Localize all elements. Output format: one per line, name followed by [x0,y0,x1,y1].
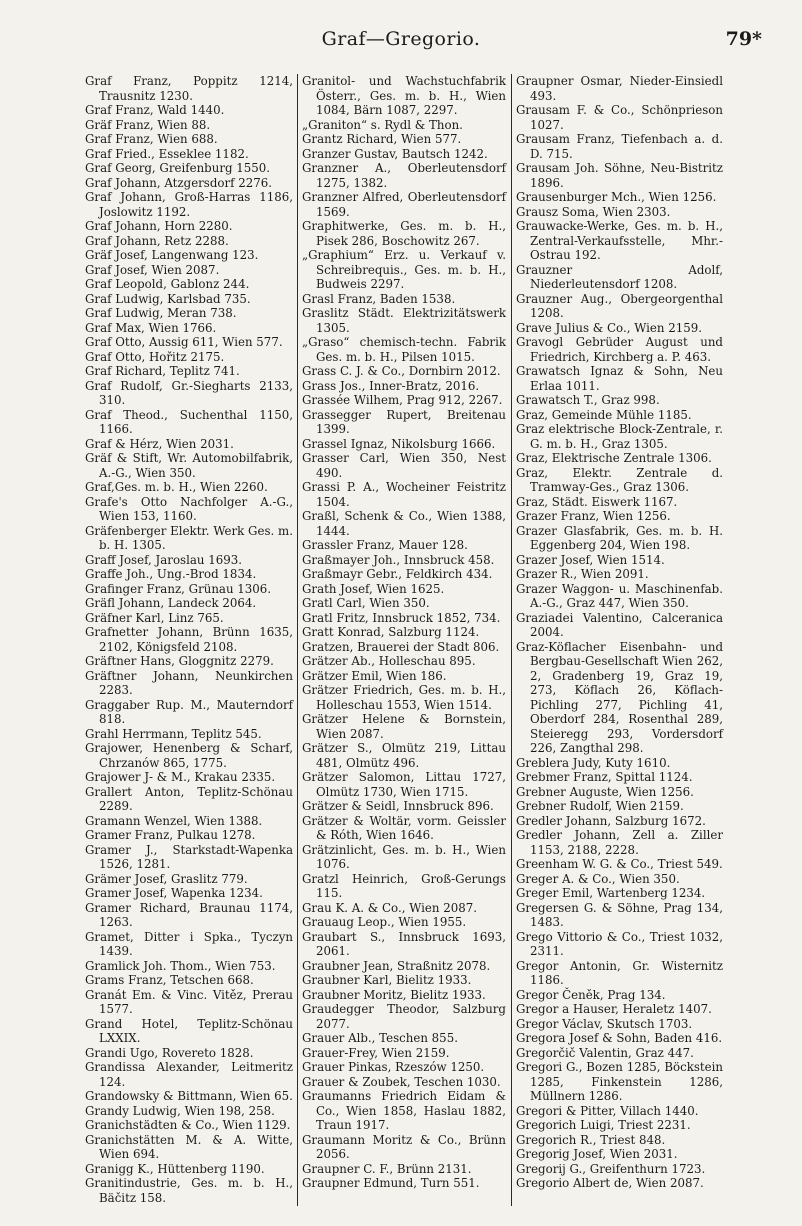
directory-entry: Grassler Franz, Mauer 128. [302,538,468,552]
directory-entry: Gregorich R., Triest 848. [516,1132,666,1147]
directory-entry: Gräftner Hans, Gloggnitz 2279. [85,654,274,668]
directory-entry: Grauzner Adolf, Niederleutensdorf 1208. [516,262,723,291]
directory-entry: Grams Franz, Tetschen 668. [85,973,254,987]
directory-entry: Grätzer Salomon, Littau 1727, Olmütz 1730, Wien 1715. [302,770,506,799]
directory-entry: Granichstätten M. & A. Witte, Wien 694. [85,1132,293,1161]
directory-entry: Grafinger Franz, Grünau 1306. [85,581,272,596]
directory-entry: Gregor Antonin, Gr. Wisternitz 1186. [516,958,723,987]
column-divider [511,74,512,1206]
directory-entry: Gramer Richard, Braunau 1174, 1263. [85,900,293,929]
directory-entry: Gratzl Heinrich, Groß-Gerungs 115. [302,871,506,900]
directory-entry: Grajower J- & M., Krakau 2335. [85,770,276,784]
directory-entry: Gräfenberger Elektr. Werk Ges. m. b. H. 1305. [85,523,293,552]
directory-entry: Grath Josef, Wien 1625. [302,581,445,596]
directory-entry: Grau K. A. & Co., Wien 2087. [302,900,477,915]
directory-entry: Grauer & Zoubek, Teschen 1030. [302,1074,501,1089]
directory-entry: Gratt Konrad, Salzburg 1124. [302,625,480,639]
directory-entry: Gregorio Albert de, Wien 2087. [516,1176,704,1190]
directory-entry: Greblera Judy, Kuty 1610. [516,755,671,770]
directory-entry: Grämer Josef, Graslitz 779. [85,871,248,886]
directory-entry: Graz, Städt. Eiswerk 1167. [516,494,678,509]
directory-entry: Granigg K., Hüttenberg 1190. [85,1161,265,1176]
directory-entry: Gregori G., Bozen 1285, Böckstein 1285, Finkenstein 1286, Müllnern 1286. [516,1060,723,1103]
directory-entry: Graf Franz, Poppitz 1214, Trausnitz 1230. [85,74,293,103]
directory-entry: Gräftner Johann, Neunkirchen 2283. [85,668,293,697]
directory-entry: Graumanns Friedrich Eidam & Co., Wien 1858, Haslau 1882, Traun 1917. [302,1089,506,1132]
directory-entry: Grajower, Henenberg & Scharf, Chrzanów 865, 1775. [85,741,293,770]
directory-entry: Graz, Elektrische Zentrale 1306. [516,451,712,465]
directory-entry: Graf Leopold, Gablonz 244. [85,277,250,291]
directory-entry: Gratzen, Brauerei der Stadt 806. [302,639,500,654]
directory-entry: Grazer Waggon- u. Maschinenfab. A.-G., Graz 447, Wien 350. [516,581,723,610]
directory-entry: „Graphium“ Erz. u. Verkauf v. Schreibrequis., Ges. m. b. H., Budweis 2297. [302,248,506,291]
directory-entry: Gregorčič Valentin, Graz 447. [516,1045,694,1060]
directory-entry: Graßl, Schenk & Co., Wien 1388, 1444. [302,509,506,538]
directory-entry: Greenham W. G. & Co., Triest 549. [516,857,723,871]
directory-entry: Grahl Herrmann, Teplitz 545. [85,726,262,741]
directory-entry: Gramer Franz, Pulkau 1278. [85,828,256,842]
directory-entry: Graf Georg, Greifenburg 1550. [85,161,271,175]
directory-entry: Graupner Osmar, Nieder-Einsiedl 493. [516,74,723,103]
directory-entry: Graumann Moritz & Co., Brünn 2056. [302,1132,506,1161]
directory-entry: Gregorij G., Greifenthurn 1723. [516,1161,706,1176]
directory-entry: Graf,Ges. m. b. H., Wien 2260. [85,480,268,494]
directory-entry: Grausam F. & Co., Schönprieson 1027. [516,103,723,132]
directory-entry: Graslitz Städt. Elektrizitätswerk 1305. [302,306,506,335]
directory-entry: Gregor Čeněk, Prag 134. [516,987,666,1002]
directory-entry: Grafnetter Johann, Brünn 1635, 2102, Königsfeld 2108. [85,625,293,654]
directory-entry: Grasser Carl, Wien 350, Nest 490. [302,451,506,480]
page-number: 79* [725,28,762,50]
directory-entry: Grass Jos., Inner-Bratz, 2016. [302,378,480,393]
directory-entry: Grausenburger Mch., Wien 1256. [516,190,717,204]
directory-entry: Gräf Franz, Wien 88. [85,117,211,132]
directory-entry: Graf Johann, Groß-Harras 1186, Joslowitz 1192. [85,190,293,219]
directory-entry: „Graso“ chemisch-techn. Fabrik Ges. m. b. H., Pilsen 1015. [302,335,506,364]
directory-entry: Grawatsch T., Graz 998. [516,393,660,407]
directory-entry: Grandi Ugo, Rovereto 1828. [85,1045,254,1060]
directory-column-3 [516,74,723,1191]
page-header [0,28,802,54]
directory-entry: Gregorig Josef, Wien 2031. [516,1147,678,1161]
directory-entry: Gräfl Johann, Landeck 2064. [85,596,257,610]
directory-entry: Grazer R., Wien 2091. [516,567,649,581]
directory-entry: Gräf Josef, Langenwang 123. [85,248,259,262]
directory-entry: Grauer Pinkas, Rzeszów 1250. [302,1060,485,1074]
directory-entry: Grauaug Leop., Wien 1955. [302,915,467,929]
directory-entry: Grätzinlicht, Ges. m. b. H., Wien 1076. [302,842,506,871]
directory-entry: Graubner Moritz, Bielitz 1933. [302,987,486,1002]
directory-entry: Gregora Josef & Sohn, Baden 416. [516,1031,723,1045]
directory-entry: Grafe's Otto Nachfolger A.-G., Wien 153, 1160. [85,494,293,523]
directory-entry: Grausz Soma, Wien 2303. [516,204,671,219]
directory-column-2 [302,74,506,1191]
directory-entry: Gramet, Ditter i Spka., Tyczyn 1439. [85,929,293,958]
directory-entry: Graz, Gemeinde Mühle 1185. [516,407,692,422]
directory-entry: Graff Josef, Jaroslau 1693. [85,552,243,567]
directory-entry: Grantz Richard, Wien 577. [302,132,462,146]
directory-entry: Granitol- und Wachstuchfabrik Österr., Ges. m. b. H., Wien 1084, Bärn 1087, 2297. [302,74,506,117]
directory-entry: Graubner Jean, Straßnitz 2078. [302,958,491,973]
directory-entry: Granzner A., Oberleutensdorf 1275, 1382. [302,161,506,190]
directory-entry: Grasl Franz, Baden 1538. [302,291,456,306]
directory-entry: Graf Johann, Retz 2288. [85,233,229,248]
directory-entry: Grawatsch Ignaz & Sohn, Neu Erlaa 1011. [516,364,723,393]
directory-entry: Gratl Fritz, Innsbruck 1852, 734. [302,610,501,625]
directory-entry: Graf Ludwig, Karlsbad 735. [85,291,251,306]
directory-entry: Granitindustrie, Ges. m. b. H., Bäčitz 158. [85,1176,293,1205]
directory-entry: Graphitwerke, Ges. m. b. H., Pisek 286, Boschowitz 267. [302,219,506,248]
directory-entry: Graz, Elektr. Zentrale d. Tramway-Ges., Graz 1306. [516,465,723,494]
directory-entry: Grandowsky & Bittmann, Wien 65. [85,1089,293,1103]
directory-entry: Grätzer Helene & Bornstein, Wien 2087. [302,712,506,741]
directory-entry: Grätzer & Woltär, vorm. Geissler & Róth, Wien 1646. [302,813,506,842]
directory-entry: Graz-Köflacher Eisenbahn- und Bergbau-Gesellschaft Wien 262, 2, Gradenberg 19, Graz 19, 273, Köflach 26, Köflach-Pichling 277, Pichling 41, Oberdorf 284, Rosenthal 289, Steieregg 293, Vordersdorf 226, Zangthal 298. [516,639,723,755]
directory-entry: Gregersen G. & Söhne, Prag 134, 1483. [516,900,723,929]
directory-entry: Graf Otto, Aussig 611, Wien 577. [85,335,283,349]
directory-entry: Graßmayr Gebr., Feldkirch 434. [302,567,493,581]
directory-entry: Graf Franz, Wien 688. [85,132,218,146]
directory-entry: Grätzer Emil, Wien 186. [302,668,447,683]
directory-entry: Gredler Johann, Zell a. Ziller 1153, 2188, 2228. [516,828,723,857]
directory-entry: Gramer J., Starkstadt-Wapenka 1526, 1281. [85,842,293,871]
directory-entry: Graf Rudolf, Gr.-Siegharts 2133, 310. [85,378,293,407]
directory-entry: Grassegger Rupert, Breitenau 1399. [302,407,506,436]
directory-entry: Graubart S., Innsbruck 1693, 2061. [302,929,506,958]
directory-entry: Grätzer & Seidl, Innsbruck 896. [302,799,494,813]
directory-entry: Graf Josef, Wien 2087. [85,262,220,277]
column-divider [297,74,298,1206]
directory-entry: Grazer Josef, Wien 1514. [516,552,665,567]
directory-entry: Graupner Edmund, Turn 551. [302,1176,480,1190]
directory-entry: Grebner Rudolf, Wien 2159. [516,799,684,813]
directory-entry: Grätzer S., Olmütz 219, Littau 481, Olmütz 496. [302,741,506,770]
directory-entry: Gregor Václav, Skutsch 1703. [516,1016,693,1031]
directory-entry: Gräfner Karl, Linz 765. [85,610,224,625]
directory-entry: Granát Em. & Vinc. Vitěz, Prerau 1577. [85,987,293,1016]
directory-entry: Gramlick Joh. Thom., Wien 753. [85,958,276,973]
directory-entry: Graßmayer Joh., Innsbruck 458. [302,552,495,567]
directory-entry: Gregor a Hauser, Heraletz 1407. [516,1002,712,1016]
directory-entry: Grauer-Frey, Wien 2159. [302,1045,450,1060]
directory-entry: Granzner Alfred, Oberleutensdorf 1569. [302,190,506,219]
directory-entry: Graubner Karl, Bielitz 1933. [302,973,472,987]
directory-entry: Graf Franz, Wald 1440. [85,103,225,117]
directory-entry: Graf Max, Wien 1766. [85,320,217,335]
directory-entry: Gregorich Luigi, Triest 2231. [516,1118,691,1132]
directory-entry: Graf Johann, Horn 2280. [85,219,233,233]
directory-entry: Grassi P. A., Wocheiner Feistritz 1504. [302,480,506,509]
page-title: Graf—Gregorio. [321,28,481,50]
directory-entry: Greger Emil, Wartenberg 1234. [516,886,706,900]
directory-entry: Gravogl Gebrüder August und Friedrich, Kirchberg a. P. 463. [516,335,723,364]
directory-column-1 [85,74,293,1205]
directory-entry: Grauzner Aug., Obergeorgenthal 1208. [516,291,723,320]
directory-entry: Graggaber Rup. M., Mauterndorf 818. [85,697,293,726]
directory-entry: Grauer Alb., Teschen 855. [302,1031,458,1045]
directory-entry: Graupner C. F., Brünn 2131. [302,1161,472,1176]
directory-entry: Graudegger Theodor, Salzburg 2077. [302,1002,506,1031]
directory-entry: Graf Ludwig, Meran 738. [85,306,237,320]
directory-entry: Graz elektrische Block-Zentrale, r. G. m. b. H., Graz 1305. [516,422,723,451]
directory-entry: Grass C. J. & Co., Dornbirn 2012. [302,364,501,378]
directory-entry: Grave Julius & Co., Wien 2159. [516,320,702,335]
directory-entry: Graffe Joh., Ung.-Brod 1834. [85,567,257,581]
directory-entry: Grandissa Alexander, Leitmeritz 124. [85,1060,293,1089]
directory-entry: Grausam Joh. Söhne, Neu-Bistritz 1896. [516,161,723,190]
directory-entry: Grebner Auguste, Wien 1256. [516,784,694,799]
directory-entry: Gramer Josef, Wapenka 1234. [85,886,263,900]
directory-entry: Granzer Gustav, Bautsch 1242. [302,146,488,161]
directory-entry: Grauwacke-Werke, Ges. m. b. H., Zentral-Verkaufsstelle, Mhr.-Ostrau 192. [516,219,723,262]
directory-entry: Gramann Wenzel, Wien 1388. [85,813,263,828]
directory-entry: Gratl Carl, Wien 350. [302,596,430,610]
directory-entry: Graf & Hérz, Wien 2031. [85,436,234,451]
directory-entry: Gregori & Pitter, Villach 1440. [516,1103,699,1118]
directory-entry: Graf Johann, Atzgersdorf 2276. [85,175,273,190]
directory-entry: Graf Fried., Esseklee 1182. [85,146,249,161]
directory-entry: Grausam Franz, Tiefenbach a. d. D. 715. [516,132,723,161]
directory-entry: Graf Otto, Hořitz 2175. [85,349,225,364]
directory-entry: Grassel Ignaz, Nikolsburg 1666. [302,436,496,451]
directory-entry: Gräf & Stift, Wr. Automobilfabrik, A.-G., Wien 350. [85,451,293,480]
directory-entry: Grätzer Ab., Holleschau 895. [302,654,476,668]
directory-entry: Grazer Franz, Wien 1256. [516,509,671,523]
directory-entry: Greger A. & Co., Wien 350. [516,871,680,886]
directory-entry: Grassée Wilhem, Prag 912, 2267. [302,393,503,407]
directory-entry: Graziadei Valentino, Calceranica 2004. [516,610,723,639]
directory-entry: Graf Theod., Suchenthal 1150, 1166. [85,407,293,436]
directory-entry: Grallert Anton, Teplitz-Schönau 2289. [85,784,293,813]
directory-entry: „Graniton“ s. Rydl & Thon. [302,117,463,132]
directory-entry: Grandy Ludwig, Wien 198, 258. [85,1103,275,1118]
directory-entry: Graf Richard, Teplitz 741. [85,364,240,378]
directory-entry: Granichstädten & Co., Wien 1129. [85,1118,291,1132]
directory-entry: Grebmer Franz, Spittal 1124. [516,770,693,784]
directory-entry: Grego Vittorio & Co., Triest 1032, 2311. [516,929,723,958]
directory-entry: Grätzer Friedrich, Ges. m. b. H., Holleschau 1553, Wien 1514. [302,683,506,712]
directory-entry: Grand Hotel, Teplitz-Schönau LXXIX. [85,1016,293,1045]
directory-entry: Grazer Glasfabrik, Ges. m. b. H. Eggenberg 204, Wien 198. [516,523,723,552]
directory-entry: Gredler Johann, Salzburg 1672. [516,813,706,828]
